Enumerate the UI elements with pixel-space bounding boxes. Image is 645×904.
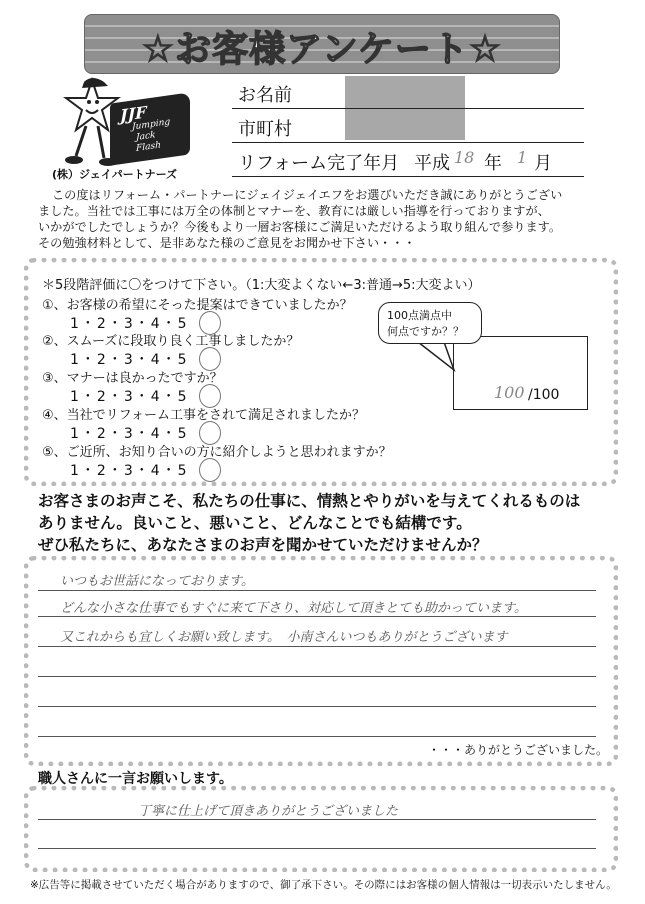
logo-word: Jack bbox=[136, 130, 156, 143]
writing-line bbox=[38, 590, 596, 591]
title-banner bbox=[84, 14, 560, 74]
rating-scale-1[interactable]: 1・2・3・4・5 bbox=[70, 316, 189, 332]
logo-word: Jumping bbox=[132, 117, 171, 133]
score-max: /100 bbox=[528, 387, 560, 403]
month-unit: 月 bbox=[534, 153, 552, 174]
thanks-text: ・・・ありがとうございました。 bbox=[428, 743, 609, 757]
intro-line: いかがでしたでしょうか？今後もより一層お客様にご満足いただけるよう取り組んで参ります。 bbox=[38, 220, 562, 234]
era-label: 平成 bbox=[414, 153, 450, 174]
question-1: ①、お客様の希望にそった提案はできていましたか？ bbox=[42, 298, 353, 313]
handwritten-comment: 又これからも宜しくお願い致します。 小南さんいつもありがとうございます bbox=[60, 630, 508, 645]
score-question-bubble bbox=[378, 302, 482, 344]
writing-line bbox=[38, 676, 596, 677]
selected-circle bbox=[199, 458, 221, 482]
rating-scale-2[interactable]: 1・2・3・4・5 bbox=[70, 352, 189, 368]
year-unit: 年 bbox=[484, 153, 502, 174]
company-caption: (株）ジェイパートナーズ bbox=[52, 168, 178, 181]
writing-line bbox=[38, 646, 596, 647]
voice-heading-line: お客さまのお声こそ、私たちの仕事に、情熱とやりがいを与えてくれるものは bbox=[38, 492, 581, 510]
question-4: ④、当社でリフォーム工事をされて満足されましたか？ bbox=[42, 408, 366, 423]
writing-line bbox=[38, 819, 596, 820]
city-label: 市町村 bbox=[238, 119, 292, 140]
question-3: ③、マナーは良かったですか？ bbox=[42, 371, 223, 386]
question-2: ②、スムーズに段取り良く工事しましたか？ bbox=[42, 334, 300, 349]
bubble-tail-icon bbox=[418, 340, 468, 374]
craftsman-heading: 職人さんに一言お願いします。 bbox=[38, 771, 233, 787]
footer-note: ※広告等に掲載させていただく場合がありますので、御了承下さい。その際にはお客様の個人情報は一切表示いたしません。 bbox=[30, 879, 617, 891]
completion-date-field[interactable] bbox=[232, 144, 584, 177]
rating-scale-5[interactable]: 1・2・3・4・5 bbox=[70, 463, 189, 479]
writing-line bbox=[38, 616, 596, 617]
question-5: ⑤、ご近所、お知り合いの方に紹介しようと思われますか？ bbox=[42, 445, 392, 460]
intro-line: ました。当社では工事には万全の体制とマナーを、教育には厳しい指導を行っておりますが、 bbox=[38, 204, 550, 218]
rating-scale-3[interactable]: 1・2・3・4・5 bbox=[70, 389, 189, 405]
month-value: 1 bbox=[517, 148, 528, 167]
logo-flag bbox=[110, 92, 190, 165]
handwritten-comment: どんな小さな仕事でもすぐに来て下さり、対応して頂きとても助かっています。 bbox=[60, 601, 527, 616]
writing-line bbox=[38, 848, 596, 849]
intro-paragraph bbox=[38, 187, 598, 251]
year-value: 18 bbox=[454, 148, 475, 167]
intro-line: その勉強材料として、是非あなた様のご意見をお聞かせ下さい・・・ bbox=[38, 236, 416, 250]
score-box[interactable] bbox=[453, 336, 588, 410]
score-value: 100 bbox=[494, 383, 525, 402]
writing-line bbox=[38, 706, 596, 707]
name-field[interactable] bbox=[232, 76, 584, 109]
logo-mark: JJF bbox=[120, 102, 147, 126]
voice-heading-line: ありません。良いこと、悪いこと、どんなことでも結構です。 bbox=[38, 514, 472, 532]
rating-scale-4[interactable]: 1・2・3・4・5 bbox=[70, 426, 189, 442]
bubble-line: 何点ですか？？ bbox=[387, 325, 464, 338]
voice-heading bbox=[38, 490, 608, 556]
name-label: お名前 bbox=[238, 85, 292, 106]
intro-line: この度はリフォーム・パートナーにジェイジェイエフをお選びいただき誠にありがとうござい bbox=[52, 188, 563, 202]
handwritten-comment: いつもお世話になっております。 bbox=[60, 574, 254, 589]
bubble-line: 100点満点中 bbox=[387, 309, 452, 322]
writing-line bbox=[38, 736, 596, 737]
handwritten-comment: 丁寧に仕上げて頂きありがとうございました bbox=[138, 804, 399, 819]
page-title: ☆お客様アンケート☆ bbox=[141, 29, 503, 70]
logo-word: Flash bbox=[136, 140, 161, 154]
city-field[interactable] bbox=[232, 110, 584, 143]
craftsman-comment-area[interactable] bbox=[24, 786, 618, 872]
date-label: リフォーム完了年月 bbox=[238, 153, 400, 174]
voice-heading-line: ぜひ私たちに、あなたさまのお声を聞かせていただけませんか？ bbox=[38, 536, 488, 554]
rating-instruction: ＊5段階評価に〇をつけて下さい。（1:大変よくない←3:普通→5:大変よい） bbox=[42, 278, 481, 293]
